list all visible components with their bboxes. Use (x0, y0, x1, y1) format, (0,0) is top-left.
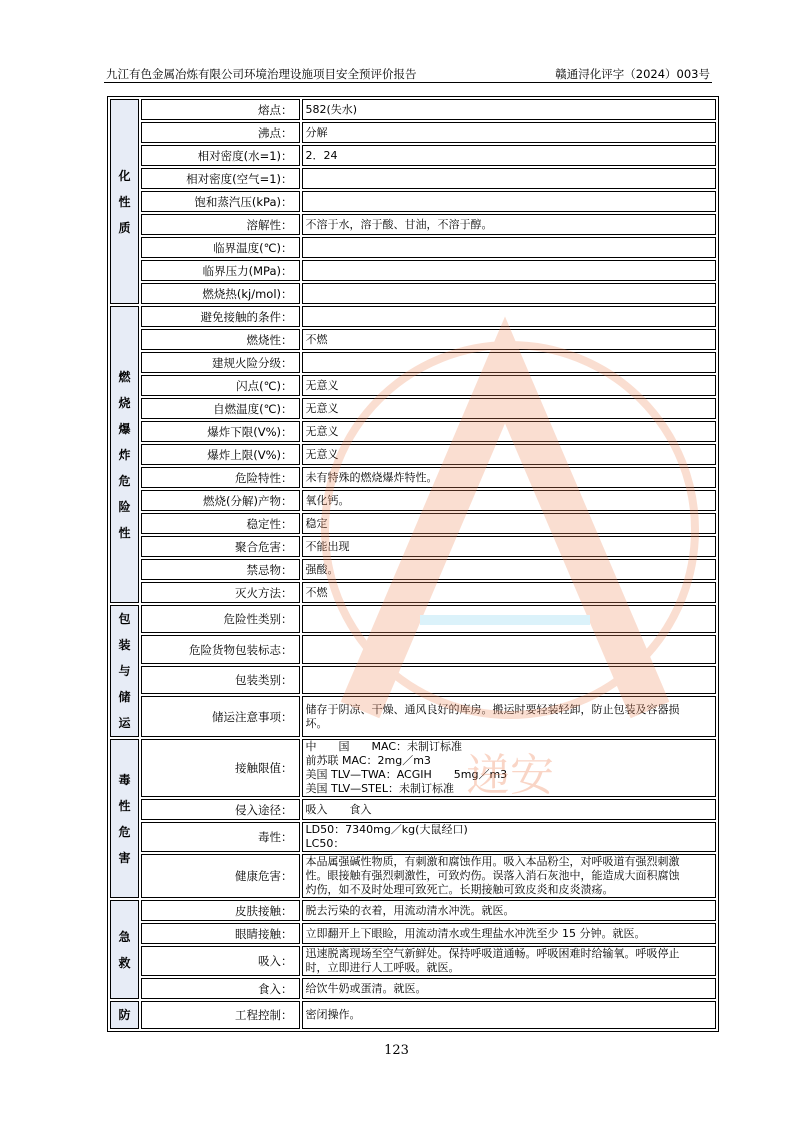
property-label: 建规火险分级： (141, 352, 300, 373)
table-row (110, 605, 716, 633)
property-label: 皮肤接触： (141, 900, 300, 921)
property-value (302, 822, 716, 852)
table-row (110, 329, 716, 350)
table-row (110, 822, 716, 852)
category-char: 储 (118, 690, 131, 704)
property-value (302, 168, 716, 189)
value-line: 坏。 (305, 716, 328, 730)
property-value (302, 666, 716, 694)
property-value: 立即翻开上下眼睑，用流动清水或生理盐水冲洗至少 15 分钟。就医。 (302, 923, 716, 944)
table-row (110, 513, 716, 534)
property-value: 分解 (302, 122, 716, 143)
property-value (302, 854, 716, 898)
property-label: 相对密度(空气=1)： (141, 168, 300, 189)
value-line: 前苏联 MAC：2mg／m3 (305, 754, 431, 767)
table-row (110, 214, 716, 235)
property-label: 眼睛接触： (141, 923, 300, 944)
property-label: 避免接触的条件： (141, 306, 300, 327)
category-char: 与 (118, 664, 131, 678)
category-char: 化 (118, 168, 131, 183)
table-row (110, 900, 716, 921)
property-value: 稳定 (302, 513, 716, 534)
property-label: 危险货物包装标志： (141, 635, 300, 663)
category-char: 装 (118, 638, 131, 652)
section-category (110, 1001, 139, 1029)
property-label: 吸入： (141, 946, 300, 976)
section-category (110, 605, 139, 737)
property-value (302, 352, 716, 373)
table-row (110, 145, 716, 166)
table-row (110, 978, 716, 999)
property-label: 危险特性： (141, 467, 300, 488)
table-row (110, 635, 716, 663)
category-char: 险 (118, 499, 131, 514)
property-value: 不燃 (302, 582, 716, 603)
property-label: 毒性： (141, 822, 300, 852)
property-label: 爆炸上限(V%)： (141, 444, 300, 465)
property-value (302, 237, 716, 258)
value-line: 本品属强碱性物质，有刺激和腐蚀作用。吸入本品粉尘，对呼吸道有强烈刺激 (305, 855, 680, 868)
property-label: 自燃温度(℃)： (141, 398, 300, 419)
property-value (302, 605, 716, 633)
table-row (110, 536, 716, 557)
table-row (110, 739, 716, 797)
property-value (302, 635, 716, 663)
property-value: 吸入 食入 (302, 799, 716, 820)
category-char: 危 (118, 824, 131, 839)
property-value: 2．24 (302, 145, 716, 166)
table-row (110, 582, 716, 603)
property-label: 侵入途径： (141, 799, 300, 820)
table-row (110, 490, 716, 511)
table-row (110, 191, 716, 212)
property-value: 无意义 (302, 375, 716, 396)
property-label: 临界压力(MPa)： (141, 260, 300, 281)
value-line: 时，立即进行人工呼吸。就医。 (305, 961, 460, 974)
table-row (110, 352, 716, 373)
property-label: 闪点(℃)： (141, 375, 300, 396)
value-line: 美国 TLV—TWA：ACGIH 5mg／m3 (305, 768, 508, 781)
section-category (110, 739, 139, 898)
property-label: 接触限值： (141, 739, 300, 797)
value-line: 美国 TLV—STEL：未制订标准 (305, 782, 454, 795)
value-line: 性。眼接触有强烈刺激性，可致灼伤。误落入消石灰池中，能造成大面积腐蚀 (305, 869, 680, 882)
property-value (302, 739, 716, 797)
table-row (110, 467, 716, 488)
property-value: 脱去污染的衣着，用流动清水冲洗。就医。 (302, 900, 716, 921)
header-report-title: 九江有色金属冶炼有限公司环境治理设施项目安全预评价报告 (106, 67, 417, 81)
category-char: 害 (118, 850, 131, 865)
property-value (302, 946, 716, 976)
category-char: 爆 (118, 421, 131, 436)
value-line: 灼伤，如不及时处理可致死亡。长期接触可致皮炎和皮炎溃疡。 (305, 883, 614, 896)
property-value: 密闭操作。 (302, 1001, 716, 1029)
category-char: 烧 (118, 395, 131, 410)
property-label: 沸点： (141, 122, 300, 143)
property-label: 燃烧性： (141, 329, 300, 350)
page-number: 123 (384, 1043, 409, 1058)
value-line: LC50： (305, 837, 345, 850)
table-row (110, 122, 716, 143)
msds-table (107, 96, 719, 1032)
property-label: 稳定性： (141, 513, 300, 534)
property-label: 灭火方法： (141, 582, 300, 603)
property-value (302, 306, 716, 327)
property-value: 无意义 (302, 421, 716, 442)
property-value: 氧化钙。 (302, 490, 716, 511)
table-row (110, 444, 716, 465)
category-char: 防 (118, 1008, 131, 1022)
property-label: 相对密度(水=1)： (141, 145, 300, 166)
section-category (110, 900, 139, 999)
property-label: 爆炸下限(V%)： (141, 421, 300, 442)
category-char: 包 (118, 612, 131, 626)
property-value (302, 260, 716, 281)
property-value: 无意义 (302, 398, 716, 419)
property-value (302, 191, 716, 212)
property-value: 未有特殊的燃烧爆炸特性。 (302, 467, 716, 488)
value-line: LD50：7340mg／kg(大鼠经口) (305, 823, 468, 836)
property-label: 饱和蒸汽压(kPa)： (141, 191, 300, 212)
table-row (110, 696, 716, 737)
table-row (110, 854, 716, 898)
header-document-number: 赣通浔化评字（2024）003号 (555, 67, 710, 81)
value-line: 迅速脱离现场至空气新鲜处。保持呼吸道通畅。呼吸困难时给输氧。呼吸停止 (305, 947, 680, 960)
table-row (110, 260, 716, 281)
property-value (302, 696, 716, 737)
category-char: 毒 (118, 772, 131, 787)
property-label: 包装类别： (141, 666, 300, 694)
property-label: 溶解性： (141, 214, 300, 235)
table-row (110, 99, 716, 120)
section-category (110, 306, 139, 603)
property-label: 食入： (141, 978, 300, 999)
property-label: 熔点： (141, 99, 300, 120)
table-row (110, 375, 716, 396)
property-label: 燃烧热(kj/mol)： (141, 283, 300, 304)
category-char: 性 (118, 798, 131, 813)
property-value: 不溶于水，溶于酸、甘油，不溶于醇。 (302, 214, 716, 235)
property-value: 不燃 (302, 329, 716, 350)
category-char: 危 (118, 473, 131, 488)
property-value: 不能出现 (302, 536, 716, 557)
category-char: 炸 (118, 447, 131, 462)
table-row (110, 559, 716, 580)
property-value: 无意义 (302, 444, 716, 465)
table-row (110, 799, 716, 820)
watermark-text: 递安 (466, 750, 554, 801)
property-label: 禁忌物： (141, 559, 300, 580)
category-char: 性 (118, 525, 131, 540)
property-label: 工程控制： (141, 1001, 300, 1029)
table-row (110, 398, 716, 419)
value-line: 储存于阴凉、干燥、通风良好的库房。搬运时要轻装轻卸，防止包装及容器损 (305, 702, 680, 716)
property-label: 储运注意事项： (141, 696, 300, 737)
category-char: 急 (118, 929, 131, 944)
property-label: 燃烧(分解)产物： (141, 490, 300, 511)
property-value: 给饮牛奶或蛋清。就医。 (302, 978, 716, 999)
header-rule (104, 82, 712, 83)
category-char: 燃 (118, 369, 131, 384)
table-row (110, 306, 716, 327)
page-header (106, 66, 710, 82)
value-line: 中 国 MAC：未制订标准 (305, 740, 463, 753)
property-label: 危险性类别： (141, 605, 300, 633)
table-row (110, 283, 716, 304)
category-char: 运 (118, 716, 131, 730)
table-row (110, 666, 716, 694)
category-char: 质 (118, 220, 131, 235)
table-row (110, 421, 716, 442)
property-value: 582(失水) (302, 99, 716, 120)
table-row (110, 168, 716, 189)
category-char: 救 (118, 955, 131, 970)
table-row (110, 946, 716, 976)
property-label: 临界温度(℃)： (141, 237, 300, 258)
section-category (110, 99, 139, 304)
table-row (110, 923, 716, 944)
property-value: 强酸。 (302, 559, 716, 580)
category-char: 性 (118, 194, 131, 209)
property-value (302, 283, 716, 304)
table-row (110, 1001, 716, 1029)
table-row (110, 237, 716, 258)
property-label: 聚合危害： (141, 536, 300, 557)
property-label: 健康危害： (141, 854, 300, 898)
